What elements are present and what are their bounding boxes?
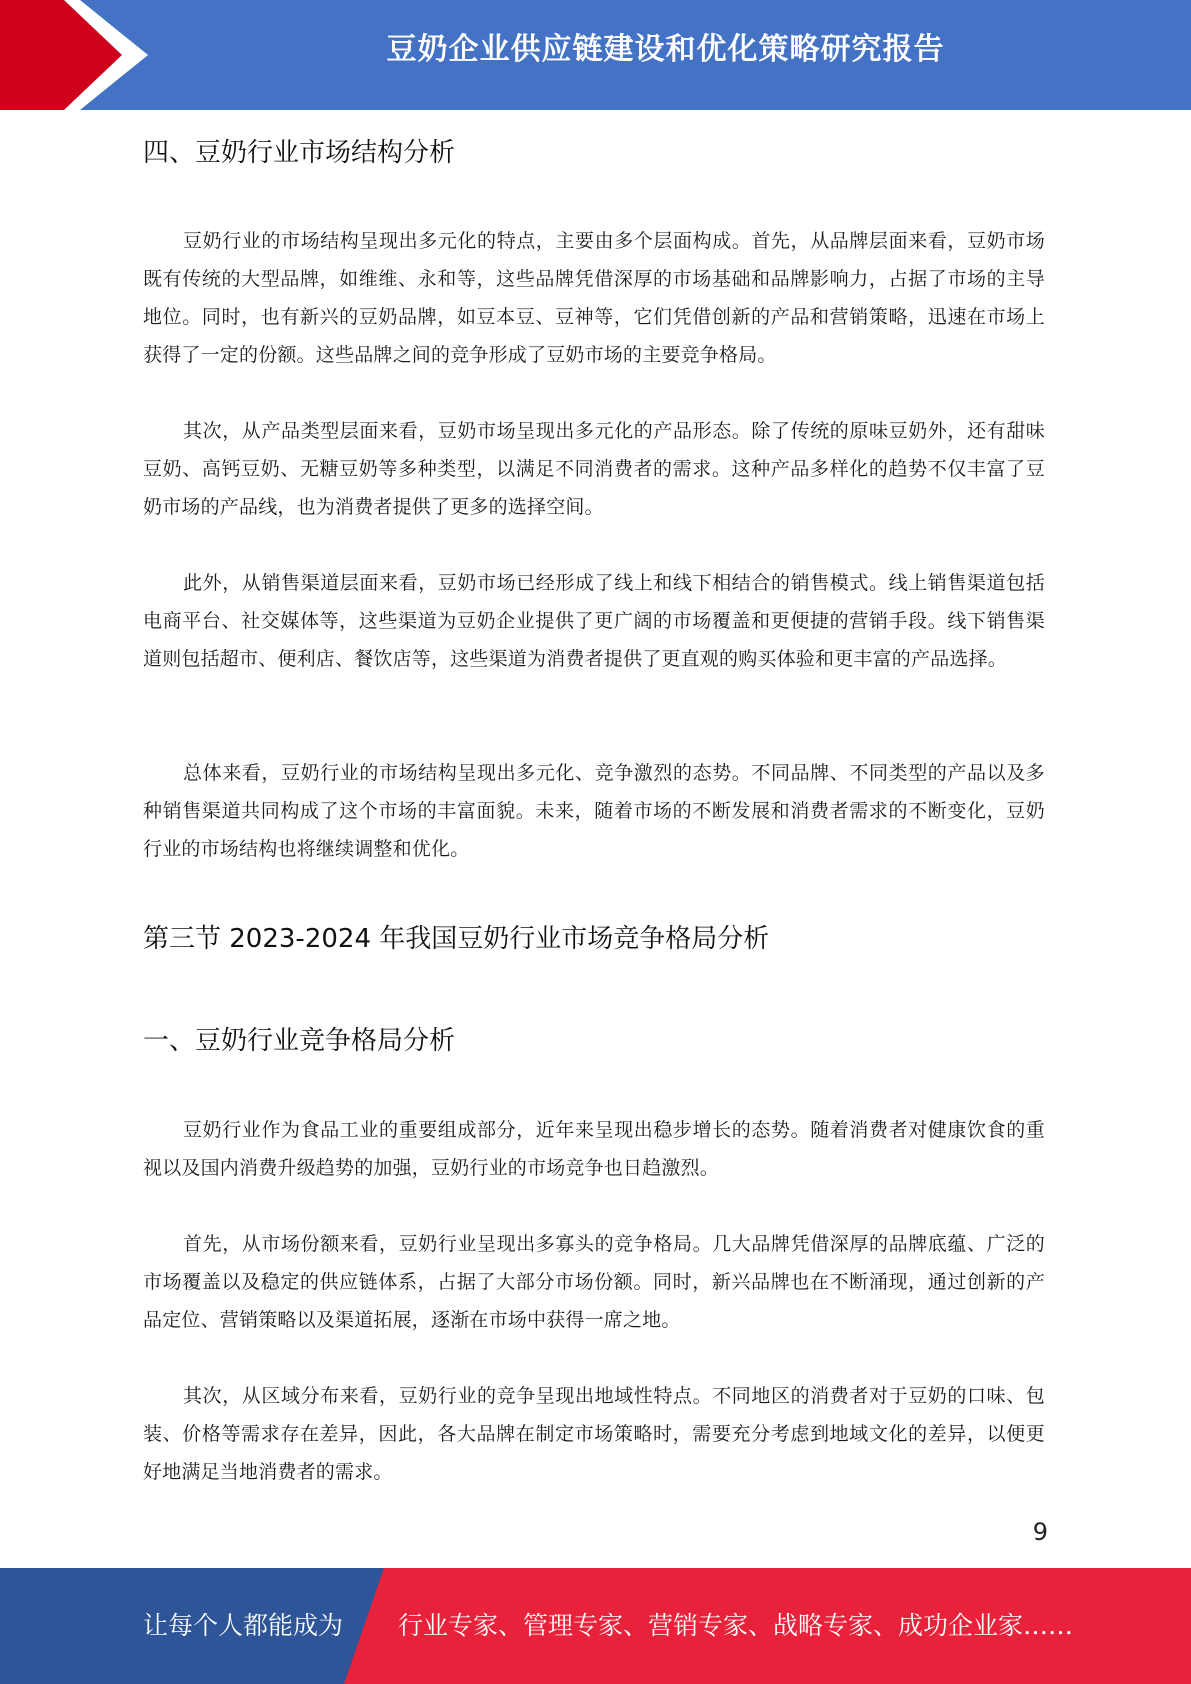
report-title: 豆奶企业供应链建设和优化策略研究报告 <box>386 32 945 67</box>
footer-slogan-left: 让每个人都能成为 <box>143 1611 344 1640</box>
paragraph-4: 总体来看，豆奶行业的市场结构呈现出多元化、竞争激烈的态势。不同品牌、不同类型的产品以及多种销售渠道共同构成了这个市场的丰富面貌。未来，随着市场的不断发展和消费者需求的不断变化，豆奶行业的市场结构也将继续调整和优化。 <box>143 762 1045 860</box>
paragraph-5: 豆奶行业作为食品工业的重要组成部分，近年来呈现出稳步增长的态势。随着消费者对健康饮食的重视以及国内消费升级趋势的加强，豆奶行业的市场竞争也日趋激烈。 <box>143 1119 1045 1179</box>
page-header <box>0 0 1191 110</box>
footer-slogan-right: 行业专家、管理专家、营销专家、战略专家、成功企业家…… <box>398 1611 1074 1640</box>
page-number: 9 <box>1032 1518 1048 1546</box>
paragraph-2: 其次，从产品类型层面来看，豆奶市场呈现出多元化的产品形态。除了传统的原味豆奶外，还有甜味豆奶、高钙豆奶、无糖豆奶等多种类型，以满足不同消费者的需求。这种产品多样化的趋势不仅丰富了豆奶市场的产品线，也为消费者提供了更多的选择空间。 <box>143 420 1045 518</box>
paragraph-1: 豆奶行业的市场结构呈现出多元化的特点，主要由多个层面构成。首先，从品牌层面来看，豆奶市场既有传统的大型品牌，如维维、永和等，这些品牌凭借深厚的市场基础和品牌影响力，占据了市场的主导地位。同时，也有新兴的豆奶品牌，如豆本豆、豆神等，它们凭借创新的产品和营销策略，迅速在市场上获得了一定的份额。这些品牌之间的竞争形成了豆奶市场的主要竞争格局。 <box>143 230 1045 366</box>
heading-section-3: 第三节 2023-2024 年我国豆奶行业市场竞争格局分析 <box>143 924 770 954</box>
page-footer <box>0 1568 1191 1684</box>
paragraph-3: 此外，从销售渠道层面来看，豆奶市场已经形成了线上和线下相结合的销售模式。线上销售渠道包括电商平台、社交媒体等，这些渠道为豆奶企业提供了更广阔的市场覆盖和更便捷的营销手段。线下销售渠道则包括超市、便利店、餐饮店等，这些渠道为消费者提供了更直观的购买体验和更丰富的产品选择。 <box>143 572 1045 670</box>
paragraph-6: 首先，从市场份额来看，豆奶行业呈现出多寡头的竞争格局。几大品牌凭借深厚的品牌底蕴、广泛的市场覆盖以及稳定的供应链体系，占据了大部分市场份额。同时，新兴品牌也在不断涌现，通过创新的产品定位、营销策略以及渠道拓展，逐渐在市场中获得一席之地。 <box>143 1233 1045 1331</box>
heading-competition: 一、豆奶行业竞争格局分析 <box>143 1026 456 1056</box>
paragraph-7: 其次，从区域分布来看，豆奶行业的竞争呈现出地域性特点。不同地区的消费者对于豆奶的口味、包装、价格等需求存在差异，因此，各大品牌在制定市场策略时，需要充分考虑到地域文化的差异，以便更好地满足当地消费者的需求。 <box>143 1385 1045 1483</box>
heading-market-structure: 四、豆奶行业市场结构分析 <box>143 138 456 168</box>
